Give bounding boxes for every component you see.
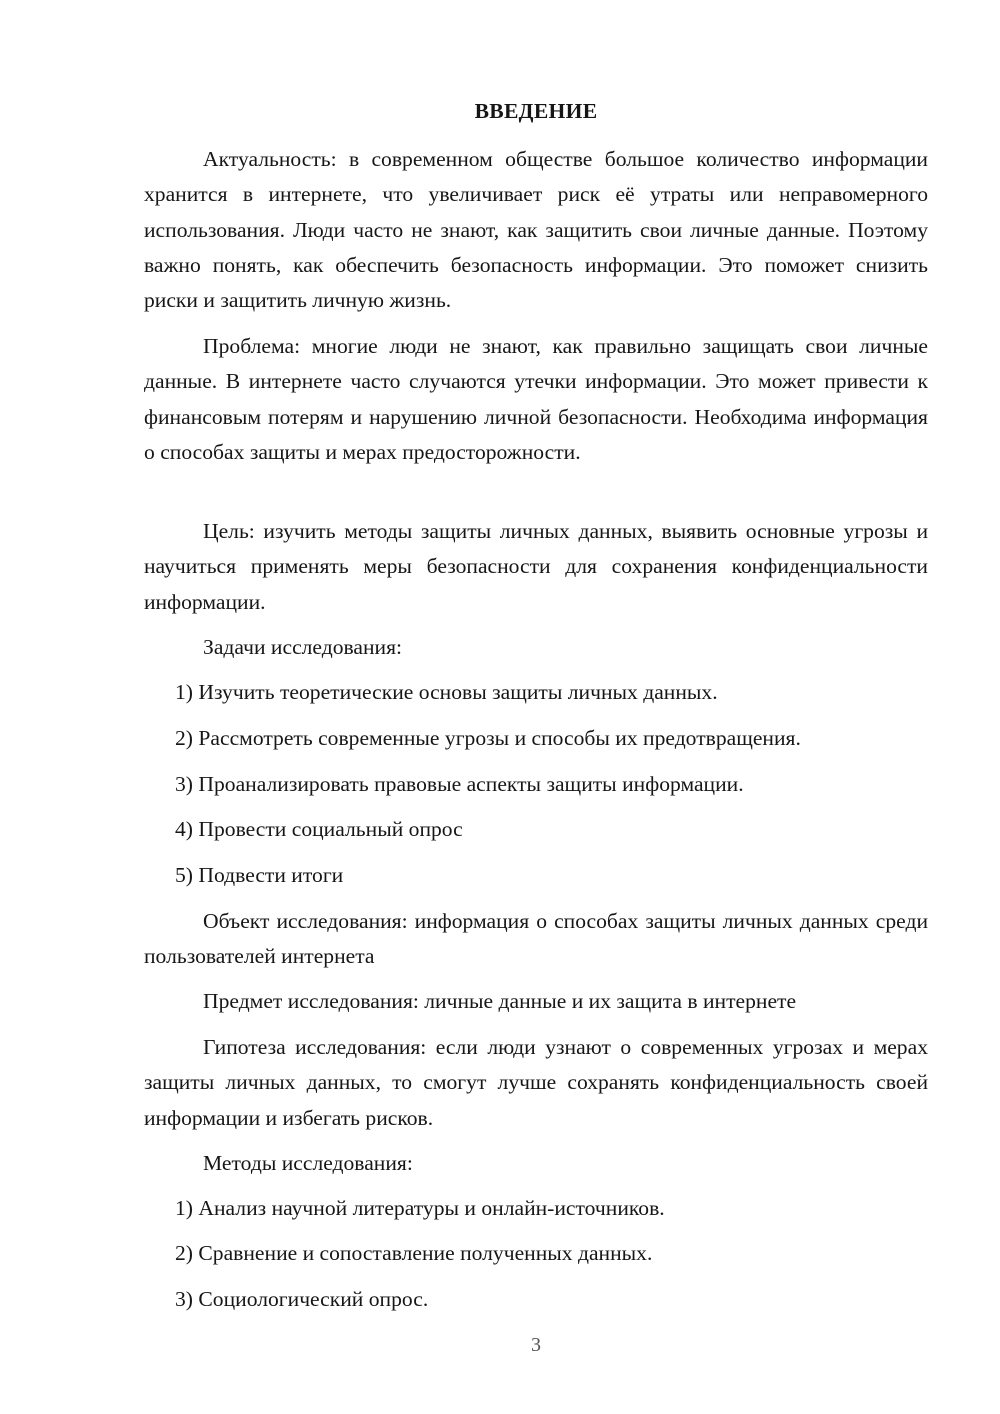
document-page [144,0,928,1414]
method-item-3: 3) Социологический опрос. [175,1287,429,1311]
task-item-1: 1) Изучить теоретические основы защиты личных данных. [175,680,718,704]
problem-paragraph: Проблема: многие люди не знают, как правильно защищать свои личные данные. В интернете часто случаются утечки информации. Это может привести к финансовым потерям и нарушению личной безопасности. Необходима информация о способах защиты и мерах предосторожности. [144,334,928,464]
goal-paragraph: Цель: изучить методы защиты личных данных, выявить основные угрозы и научиться применять меры безопасности для сохранения конфиденциальности информации. [144,519,928,614]
hypothesis-paragraph: Гипотеза исследования: если люди узнают о современных угрозах и мерах защиты личных данных, то смогут лучше сохранять конфиденциальность своей информации и избегать рисков. [144,1035,928,1130]
method-item-2: 2) Сравнение и сопоставление полученных данных. [175,1241,653,1265]
object-paragraph: Объект исследования: информация о способах защиты личных данных среди пользователей интернета [144,909,928,969]
page-title: ВВЕДЕНИЕ [474,99,598,123]
page-number: 3 [531,1334,541,1356]
task-item-3: 3) Проанализировать правовые аспекты защиты информации. [175,772,744,796]
methods-heading: Методы исследования: [203,1151,413,1175]
task-item-5: 5) Подвести итоги [175,863,344,887]
tasks-heading: Задачи исследования: [203,635,403,659]
subject-paragraph: Предмет исследования: личные данные и их защита в интернете [203,989,797,1013]
task-item-2: 2) Рассмотреть современные угрозы и способы их предотвращения. [175,726,801,750]
task-item-4: 4) Провести социальный опрос [175,817,463,841]
actuality-paragraph: Актуальность: в современном обществе большое количество информации хранится в интернете, что увеличивает риск её утраты или неправомерного использования. Люди часто не знают, как защитить свои личные данные. Поэтому важно понять, как обеспечить безопасность информации. Это поможет снизить риски и защитить личную жизнь. [144,147,928,313]
method-item-1: 1) Анализ научной литературы и онлайн-источников. [175,1196,665,1220]
